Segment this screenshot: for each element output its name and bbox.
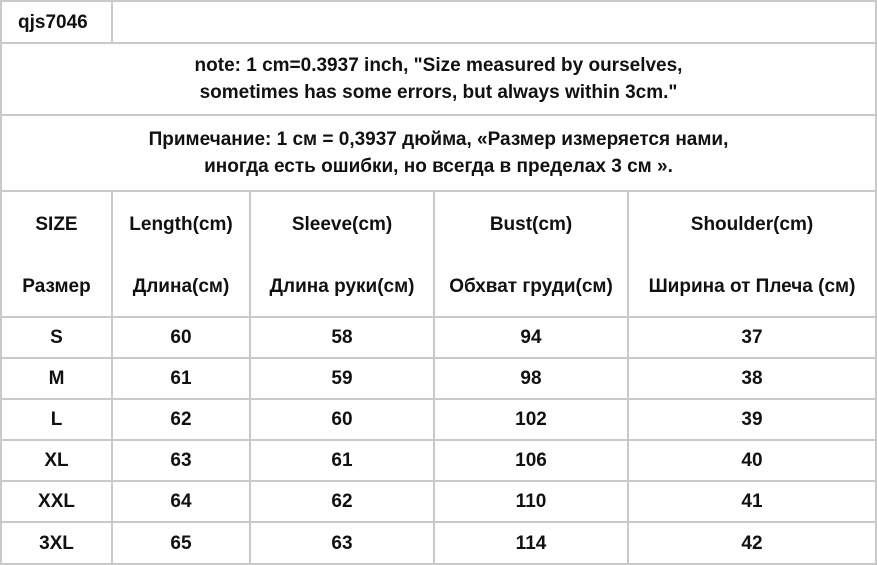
bust-cell: 106 xyxy=(515,450,547,471)
size-cell: L xyxy=(50,409,63,430)
shoulder-cell: 41 xyxy=(741,491,763,512)
note-english-line-1: note: 1 cm=0.3937 inch, "Size measured by ourselves, xyxy=(194,55,683,76)
size-cell: M xyxy=(48,368,65,389)
shoulder-cell: 39 xyxy=(741,409,763,430)
sleeve-cell: 58 xyxy=(331,327,353,348)
header-sleeve: Sleeve(cm) xyxy=(291,213,393,235)
header-shoulder-ru: Ширина от Плеча (см) xyxy=(648,275,856,297)
length-cell: 60 xyxy=(170,327,192,348)
sku-code: qjs7046 xyxy=(18,11,88,33)
shoulder-cell: 37 xyxy=(741,327,763,348)
header-bust-ru: Обхват груди(см) xyxy=(449,275,613,297)
sleeve-cell: 61 xyxy=(331,450,353,471)
size-cell: S xyxy=(50,327,63,348)
grid-line xyxy=(0,0,877,2)
size-cell: XXL xyxy=(38,491,75,512)
sleeve-cell: 60 xyxy=(331,409,353,430)
length-cell: 63 xyxy=(170,450,192,471)
header-shoulder: Shoulder(cm) xyxy=(690,213,814,235)
sleeve-cell: 62 xyxy=(331,491,353,512)
shoulder-cell: 40 xyxy=(741,450,763,471)
bust-cell: 110 xyxy=(515,491,547,512)
bust-cell: 94 xyxy=(520,327,542,348)
bust-cell: 102 xyxy=(515,409,547,430)
length-cell: 64 xyxy=(170,491,192,512)
size-cell: XL xyxy=(44,450,69,471)
note-english xyxy=(2,44,875,114)
grid-line xyxy=(0,190,877,192)
note-russian-line-1: Примечание: 1 см = 0,3937 дюйма, «Размер измеряется нами, xyxy=(148,129,729,150)
note-english-line-2: sometimes has some errors, but always within 3cm." xyxy=(199,82,678,103)
header-length: Length(cm) xyxy=(129,213,233,235)
length-cell: 61 xyxy=(170,368,192,389)
header-sleeve-ru: Длина руки(см) xyxy=(269,275,415,297)
sleeve-cell: 59 xyxy=(331,368,353,389)
shoulder-cell: 38 xyxy=(741,368,763,389)
header-length-ru: Длина(см) xyxy=(132,275,230,297)
bust-cell: 98 xyxy=(520,368,542,389)
sleeve-cell: 63 xyxy=(331,532,353,554)
header-size-ru: Размер xyxy=(22,275,91,297)
header-bust: Bust(cm) xyxy=(489,213,573,235)
size-cell: 3XL xyxy=(39,532,74,554)
header-size: SIZE xyxy=(35,213,78,235)
length-cell: 65 xyxy=(170,532,192,554)
length-cell: 62 xyxy=(170,409,192,430)
shoulder-cell: 42 xyxy=(741,532,763,554)
note-russian xyxy=(2,116,875,190)
grid-line xyxy=(111,0,113,44)
note-russian-line-2: иногда есть ошибки, но всегда в пределах 3 см ». xyxy=(204,156,673,177)
bust-cell: 114 xyxy=(515,532,547,554)
